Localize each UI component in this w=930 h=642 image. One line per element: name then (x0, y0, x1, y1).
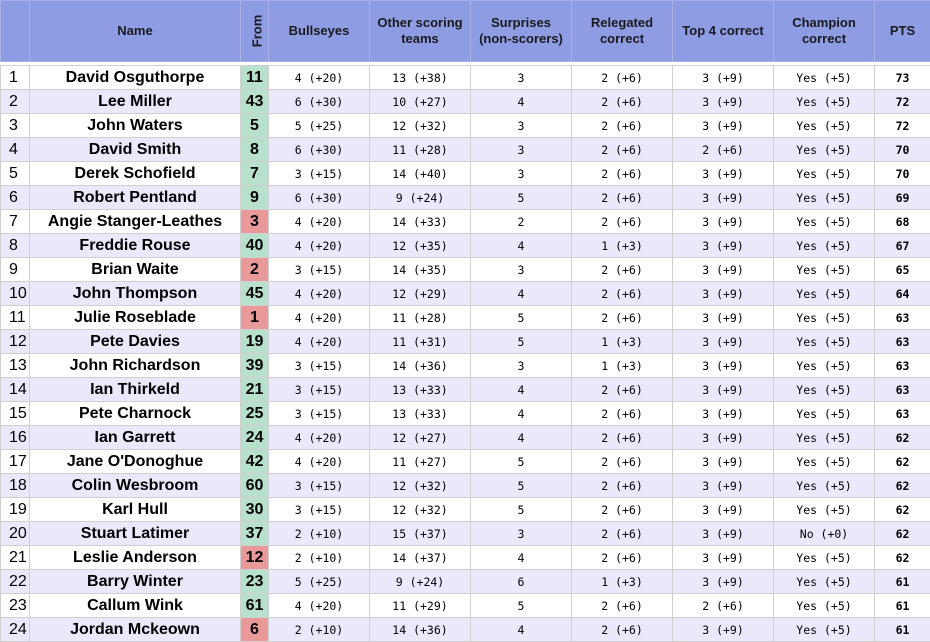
rank-cell[interactable]: 13 (1, 354, 30, 378)
relegated-cell[interactable]: 1 (+3) (572, 234, 673, 258)
pts-cell[interactable]: 67 (875, 234, 930, 258)
top4-cell[interactable]: 3 (+9) (673, 618, 774, 642)
relegated-cell[interactable]: 2 (+6) (572, 618, 673, 642)
champion-cell[interactable]: Yes (+5) (774, 162, 875, 186)
from-cell[interactable]: 61 (241, 594, 269, 618)
other-scoring-cell[interactable]: 11 (+31) (370, 330, 471, 354)
top4-cell[interactable]: 3 (+9) (673, 234, 774, 258)
surprises-cell[interactable]: 4 (471, 378, 572, 402)
rank-cell[interactable]: 10 (1, 282, 30, 306)
table-row (1, 330, 930, 354)
champion-cell[interactable]: Yes (+5) (774, 210, 875, 234)
rank-cell[interactable]: 20 (1, 522, 30, 546)
pts-cell[interactable]: 70 (875, 162, 930, 186)
champion-cell[interactable]: Yes (+5) (774, 258, 875, 282)
surprises-cell[interactable]: 5 (471, 474, 572, 498)
name-cell[interactable]: Leslie Anderson (30, 546, 241, 570)
name-cell[interactable]: Pete Davies (30, 330, 241, 354)
relegated-cell[interactable]: 2 (+6) (572, 378, 673, 402)
name-cell[interactable]: Brian Waite (30, 258, 241, 282)
other-scoring-cell[interactable]: 12 (+29) (370, 282, 471, 306)
from-cell[interactable]: 24 (241, 426, 269, 450)
surprises-cell[interactable]: 5 (471, 186, 572, 210)
bullseyes-cell[interactable]: 3 (+15) (269, 354, 370, 378)
from-cell[interactable]: 37 (241, 522, 269, 546)
header-pts[interactable]: PTS (875, 1, 930, 62)
other-scoring-cell[interactable]: 13 (+38) (370, 66, 471, 90)
top4-cell[interactable]: 3 (+9) (673, 282, 774, 306)
table-row (1, 402, 930, 426)
name-cell[interactable]: Karl Hull (30, 498, 241, 522)
bullseyes-cell[interactable]: 2 (+10) (269, 522, 370, 546)
surprises-cell[interactable]: 3 (471, 66, 572, 90)
from-cell[interactable]: 1 (241, 306, 269, 330)
bullseyes-cell[interactable]: 4 (+20) (269, 66, 370, 90)
pts-cell[interactable]: 61 (875, 594, 930, 618)
relegated-cell[interactable]: 2 (+6) (572, 138, 673, 162)
top4-cell[interactable]: 3 (+9) (673, 570, 774, 594)
pts-cell[interactable]: 63 (875, 306, 930, 330)
champion-cell[interactable]: Yes (+5) (774, 138, 875, 162)
other-scoring-cell[interactable]: 14 (+36) (370, 618, 471, 642)
top4-cell[interactable]: 3 (+9) (673, 498, 774, 522)
pts-cell[interactable]: 62 (875, 498, 930, 522)
name-cell[interactable]: Ian Garrett (30, 426, 241, 450)
champion-cell[interactable]: Yes (+5) (774, 378, 875, 402)
rank-cell[interactable]: 14 (1, 378, 30, 402)
relegated-cell[interactable]: 1 (+3) (572, 570, 673, 594)
rank-cell[interactable]: 4 (1, 138, 30, 162)
other-scoring-cell[interactable]: 11 (+29) (370, 594, 471, 618)
header-bullseyes[interactable]: Bullseyes (269, 1, 370, 62)
surprises-cell[interactable]: 3 (471, 114, 572, 138)
pts-cell[interactable]: 69 (875, 186, 930, 210)
rank-cell[interactable]: 5 (1, 162, 30, 186)
other-scoring-cell[interactable]: 13 (+33) (370, 402, 471, 426)
rank-cell[interactable]: 24 (1, 618, 30, 642)
bullseyes-cell[interactable]: 4 (+20) (269, 234, 370, 258)
top4-cell[interactable]: 3 (+9) (673, 186, 774, 210)
rank-cell[interactable]: 12 (1, 330, 30, 354)
bullseyes-cell[interactable]: 4 (+20) (269, 210, 370, 234)
rank-cell[interactable]: 1 (1, 66, 30, 90)
from-cell[interactable]: 43 (241, 90, 269, 114)
bullseyes-cell[interactable]: 3 (+15) (269, 378, 370, 402)
table-row (1, 114, 930, 138)
pts-cell[interactable]: 63 (875, 354, 930, 378)
surprises-cell[interactable]: 4 (471, 618, 572, 642)
champion-cell[interactable]: No (+0) (774, 522, 875, 546)
from-cell[interactable]: 19 (241, 330, 269, 354)
bullseyes-cell[interactable]: 2 (+10) (269, 618, 370, 642)
table-row (1, 450, 930, 474)
champion-cell[interactable]: Yes (+5) (774, 66, 875, 90)
name-cell[interactable]: Jordan Mckeown (30, 618, 241, 642)
surprises-cell[interactable]: 4 (471, 426, 572, 450)
pts-cell[interactable]: 63 (875, 378, 930, 402)
from-cell[interactable]: 2 (241, 258, 269, 282)
table-row (1, 282, 930, 306)
from-cell[interactable]: 12 (241, 546, 269, 570)
pts-cell[interactable]: 70 (875, 138, 930, 162)
pts-cell[interactable]: 72 (875, 90, 930, 114)
header-top4-correct[interactable]: Top 4 correct (673, 1, 774, 62)
from-cell[interactable]: 3 (241, 210, 269, 234)
champion-cell[interactable]: Yes (+5) (774, 330, 875, 354)
table-row (1, 162, 930, 186)
top4-cell[interactable]: 3 (+9) (673, 402, 774, 426)
name-cell[interactable]: Stuart Latimer (30, 522, 241, 546)
rank-cell[interactable]: 15 (1, 402, 30, 426)
relegated-cell[interactable]: 1 (+3) (572, 354, 673, 378)
table-header (1, 1, 930, 66)
other-scoring-cell[interactable]: 10 (+27) (370, 90, 471, 114)
bullseyes-cell[interactable]: 6 (+30) (269, 90, 370, 114)
relegated-cell[interactable]: 2 (+6) (572, 450, 673, 474)
champion-cell[interactable]: Yes (+5) (774, 450, 875, 474)
rank-cell[interactable]: 11 (1, 306, 30, 330)
surprises-cell[interactable]: 5 (471, 594, 572, 618)
name-cell[interactable]: David Osguthorpe (30, 66, 241, 90)
name-cell[interactable]: Lee Miller (30, 90, 241, 114)
pts-cell[interactable]: 62 (875, 522, 930, 546)
rank-cell[interactable]: 6 (1, 186, 30, 210)
surprises-cell[interactable]: 4 (471, 402, 572, 426)
name-cell[interactable]: Colin Wesbroom (30, 474, 241, 498)
surprises-cell[interactable]: 4 (471, 90, 572, 114)
relegated-cell[interactable]: 2 (+6) (572, 210, 673, 234)
top4-cell[interactable]: 2 (+6) (673, 594, 774, 618)
champion-cell[interactable]: Yes (+5) (774, 186, 875, 210)
surprises-cell[interactable]: 6 (471, 570, 572, 594)
from-cell[interactable]: 11 (241, 66, 269, 90)
bullseyes-cell[interactable]: 3 (+15) (269, 498, 370, 522)
other-scoring-cell[interactable]: 9 (+24) (370, 186, 471, 210)
header-other-scoring-teams[interactable]: Other scoring teams (370, 1, 471, 62)
from-cell[interactable]: 23 (241, 570, 269, 594)
champion-cell[interactable]: Yes (+5) (774, 546, 875, 570)
relegated-cell[interactable]: 2 (+6) (572, 66, 673, 90)
rank-cell[interactable]: 23 (1, 594, 30, 618)
table-row (1, 570, 930, 594)
champion-cell[interactable]: Yes (+5) (774, 306, 875, 330)
top4-cell[interactable]: 3 (+9) (673, 258, 774, 282)
name-cell[interactable]: Barry Winter (30, 570, 241, 594)
relegated-cell[interactable]: 2 (+6) (572, 402, 673, 426)
from-cell[interactable]: 45 (241, 282, 269, 306)
top4-cell[interactable]: 3 (+9) (673, 522, 774, 546)
top4-cell[interactable]: 3 (+9) (673, 114, 774, 138)
bullseyes-cell[interactable]: 4 (+20) (269, 594, 370, 618)
other-scoring-cell[interactable]: 14 (+35) (370, 258, 471, 282)
pts-cell[interactable]: 65 (875, 258, 930, 282)
top4-cell[interactable]: 3 (+9) (673, 426, 774, 450)
from-cell[interactable]: 39 (241, 354, 269, 378)
other-scoring-cell[interactable]: 14 (+40) (370, 162, 471, 186)
from-cell[interactable]: 21 (241, 378, 269, 402)
header-rank[interactable] (1, 1, 30, 62)
champion-cell[interactable]: Yes (+5) (774, 90, 875, 114)
bullseyes-cell[interactable]: 2 (+10) (269, 546, 370, 570)
top4-cell[interactable]: 3 (+9) (673, 306, 774, 330)
relegated-cell[interactable]: 2 (+6) (572, 522, 673, 546)
top4-cell[interactable]: 3 (+9) (673, 378, 774, 402)
other-scoring-cell[interactable]: 13 (+33) (370, 378, 471, 402)
name-cell[interactable]: Julie Roseblade (30, 306, 241, 330)
name-cell[interactable]: Angie Stanger-Leathes (30, 210, 241, 234)
rank-cell[interactable]: 2 (1, 90, 30, 114)
bullseyes-cell[interactable]: 5 (+25) (269, 114, 370, 138)
bullseyes-cell[interactable]: 4 (+20) (269, 450, 370, 474)
champion-cell[interactable]: Yes (+5) (774, 426, 875, 450)
relegated-cell[interactable]: 2 (+6) (572, 114, 673, 138)
table-row (1, 498, 930, 522)
bullseyes-cell[interactable]: 4 (+20) (269, 426, 370, 450)
pts-cell[interactable]: 63 (875, 402, 930, 426)
relegated-cell[interactable]: 2 (+6) (572, 90, 673, 114)
pts-cell[interactable]: 64 (875, 282, 930, 306)
bullseyes-cell[interactable]: 3 (+15) (269, 258, 370, 282)
surprises-cell[interactable]: 4 (471, 546, 572, 570)
bullseyes-cell[interactable]: 6 (+30) (269, 186, 370, 210)
bullseyes-cell[interactable]: 5 (+25) (269, 570, 370, 594)
table-row (1, 66, 930, 90)
top4-cell[interactable]: 2 (+6) (673, 138, 774, 162)
pts-cell[interactable]: 62 (875, 426, 930, 450)
champion-cell[interactable]: Yes (+5) (774, 474, 875, 498)
header-surprises[interactable]: Surprises (non-scorers) (471, 1, 572, 62)
table-row (1, 522, 930, 546)
pts-cell[interactable]: 68 (875, 210, 930, 234)
from-cell[interactable]: 40 (241, 234, 269, 258)
header-relegated-correct[interactable]: Relegated correct (572, 1, 673, 62)
bullseyes-cell[interactable]: 4 (+20) (269, 306, 370, 330)
name-cell[interactable]: Pete Charnock (30, 402, 241, 426)
surprises-cell[interactable]: 4 (471, 234, 572, 258)
pts-cell[interactable]: 63 (875, 330, 930, 354)
table-row (1, 90, 930, 114)
other-scoring-cell[interactable]: 11 (+28) (370, 306, 471, 330)
surprises-cell[interactable]: 2 (471, 210, 572, 234)
other-scoring-cell[interactable]: 12 (+35) (370, 234, 471, 258)
from-cell[interactable]: 9 (241, 186, 269, 210)
pts-cell[interactable]: 72 (875, 114, 930, 138)
table-row (1, 354, 930, 378)
other-scoring-cell[interactable]: 12 (+32) (370, 474, 471, 498)
relegated-cell[interactable]: 2 (+6) (572, 594, 673, 618)
from-cell[interactable]: 25 (241, 402, 269, 426)
bullseyes-cell[interactable]: 3 (+15) (269, 162, 370, 186)
top4-cell[interactable]: 3 (+9) (673, 546, 774, 570)
relegated-cell[interactable]: 2 (+6) (572, 498, 673, 522)
table-row (1, 234, 930, 258)
from-cell[interactable]: 30 (241, 498, 269, 522)
champion-cell[interactable]: Yes (+5) (774, 618, 875, 642)
table-row (1, 546, 930, 570)
relegated-cell[interactable]: 2 (+6) (572, 306, 673, 330)
header-row (1, 1, 930, 62)
name-cell[interactable]: Freddie Rouse (30, 234, 241, 258)
bullseyes-cell[interactable]: 3 (+15) (269, 474, 370, 498)
top4-cell[interactable]: 3 (+9) (673, 450, 774, 474)
other-scoring-cell[interactable]: 14 (+33) (370, 210, 471, 234)
table-body (1, 66, 930, 642)
pts-cell[interactable]: 62 (875, 546, 930, 570)
name-cell[interactable]: Ian Thirkeld (30, 378, 241, 402)
from-cell[interactable]: 42 (241, 450, 269, 474)
table-row (1, 426, 930, 450)
table-row (1, 186, 930, 210)
rank-cell[interactable]: 19 (1, 498, 30, 522)
relegated-cell[interactable]: 2 (+6) (572, 282, 673, 306)
name-cell[interactable]: Robert Pentland (30, 186, 241, 210)
rank-cell[interactable]: 16 (1, 426, 30, 450)
surprises-cell[interactable]: 5 (471, 306, 572, 330)
surprises-cell[interactable]: 4 (471, 282, 572, 306)
header-champion-correct[interactable]: Champion correct (774, 1, 875, 62)
other-scoring-cell[interactable]: 14 (+37) (370, 546, 471, 570)
surprises-cell[interactable]: 3 (471, 162, 572, 186)
champion-cell[interactable]: Yes (+5) (774, 498, 875, 522)
relegated-cell[interactable]: 2 (+6) (572, 258, 673, 282)
bullseyes-cell[interactable]: 3 (+15) (269, 402, 370, 426)
header-from[interactable] (241, 1, 269, 62)
top4-cell[interactable]: 3 (+9) (673, 90, 774, 114)
rank-cell[interactable]: 21 (1, 546, 30, 570)
other-scoring-cell[interactable]: 12 (+32) (370, 498, 471, 522)
other-scoring-cell[interactable]: 11 (+27) (370, 450, 471, 474)
relegated-cell[interactable]: 1 (+3) (572, 330, 673, 354)
bullseyes-cell[interactable]: 4 (+20) (269, 330, 370, 354)
table-row (1, 258, 930, 282)
relegated-cell[interactable]: 2 (+6) (572, 474, 673, 498)
name-cell[interactable]: Callum Wink (30, 594, 241, 618)
relegated-cell[interactable]: 2 (+6) (572, 162, 673, 186)
champion-cell[interactable]: Yes (+5) (774, 234, 875, 258)
rank-cell[interactable]: 8 (1, 234, 30, 258)
relegated-cell[interactable]: 2 (+6) (572, 546, 673, 570)
top4-cell[interactable]: 3 (+9) (673, 66, 774, 90)
from-cell[interactable]: 8 (241, 138, 269, 162)
top4-cell[interactable]: 3 (+9) (673, 474, 774, 498)
pts-cell[interactable]: 62 (875, 474, 930, 498)
bullseyes-cell[interactable]: 4 (+20) (269, 282, 370, 306)
rank-cell[interactable]: 22 (1, 570, 30, 594)
from-cell[interactable]: 6 (241, 618, 269, 642)
champion-cell[interactable]: Yes (+5) (774, 570, 875, 594)
pts-cell[interactable]: 61 (875, 570, 930, 594)
surprises-cell[interactable]: 3 (471, 138, 572, 162)
name-cell[interactable]: John Richardson (30, 354, 241, 378)
surprises-cell[interactable]: 5 (471, 330, 572, 354)
other-scoring-cell[interactable]: 11 (+28) (370, 138, 471, 162)
pts-cell[interactable]: 62 (875, 450, 930, 474)
other-scoring-cell[interactable]: 14 (+36) (370, 354, 471, 378)
relegated-cell[interactable]: 2 (+6) (572, 186, 673, 210)
table-row (1, 210, 930, 234)
name-cell[interactable]: John Thompson (30, 282, 241, 306)
rank-cell[interactable]: 9 (1, 258, 30, 282)
top4-cell[interactable]: 3 (+9) (673, 330, 774, 354)
top4-cell[interactable]: 3 (+9) (673, 210, 774, 234)
rank-cell[interactable]: 7 (1, 210, 30, 234)
name-cell[interactable]: David Smith (30, 138, 241, 162)
other-scoring-cell[interactable]: 12 (+27) (370, 426, 471, 450)
other-scoring-cell[interactable]: 9 (+24) (370, 570, 471, 594)
from-cell[interactable]: 7 (241, 162, 269, 186)
champion-cell[interactable]: Yes (+5) (774, 354, 875, 378)
table-row (1, 138, 930, 162)
header-name[interactable]: Name (30, 1, 241, 62)
surprises-cell[interactable]: 3 (471, 522, 572, 546)
name-cell[interactable]: Jane O'Donoghue (30, 450, 241, 474)
pts-cell[interactable]: 61 (875, 618, 930, 642)
surprises-cell[interactable]: 3 (471, 354, 572, 378)
other-scoring-cell[interactable]: 12 (+32) (370, 114, 471, 138)
other-scoring-cell[interactable]: 15 (+37) (370, 522, 471, 546)
table-row (1, 618, 930, 642)
champion-cell[interactable]: Yes (+5) (774, 114, 875, 138)
champion-cell[interactable]: Yes (+5) (774, 402, 875, 426)
name-cell[interactable]: Derek Schofield (30, 162, 241, 186)
table-row (1, 474, 930, 498)
header-from-label: From (249, 15, 265, 48)
rank-cell[interactable]: 3 (1, 114, 30, 138)
champion-cell[interactable]: Yes (+5) (774, 282, 875, 306)
table-row (1, 378, 930, 402)
from-cell[interactable]: 60 (241, 474, 269, 498)
rank-cell[interactable]: 18 (1, 474, 30, 498)
rank-cell[interactable]: 17 (1, 450, 30, 474)
champion-cell[interactable]: Yes (+5) (774, 594, 875, 618)
surprises-cell[interactable]: 5 (471, 498, 572, 522)
top4-cell[interactable]: 3 (+9) (673, 354, 774, 378)
name-cell[interactable]: John Waters (30, 114, 241, 138)
bullseyes-cell[interactable]: 6 (+30) (269, 138, 370, 162)
surprises-cell[interactable]: 5 (471, 450, 572, 474)
table-row (1, 594, 930, 618)
from-cell[interactable]: 5 (241, 114, 269, 138)
pts-cell[interactable]: 73 (875, 66, 930, 90)
relegated-cell[interactable]: 2 (+6) (572, 426, 673, 450)
surprises-cell[interactable]: 3 (471, 258, 572, 282)
table-row (1, 306, 930, 330)
top4-cell[interactable]: 3 (+9) (673, 162, 774, 186)
